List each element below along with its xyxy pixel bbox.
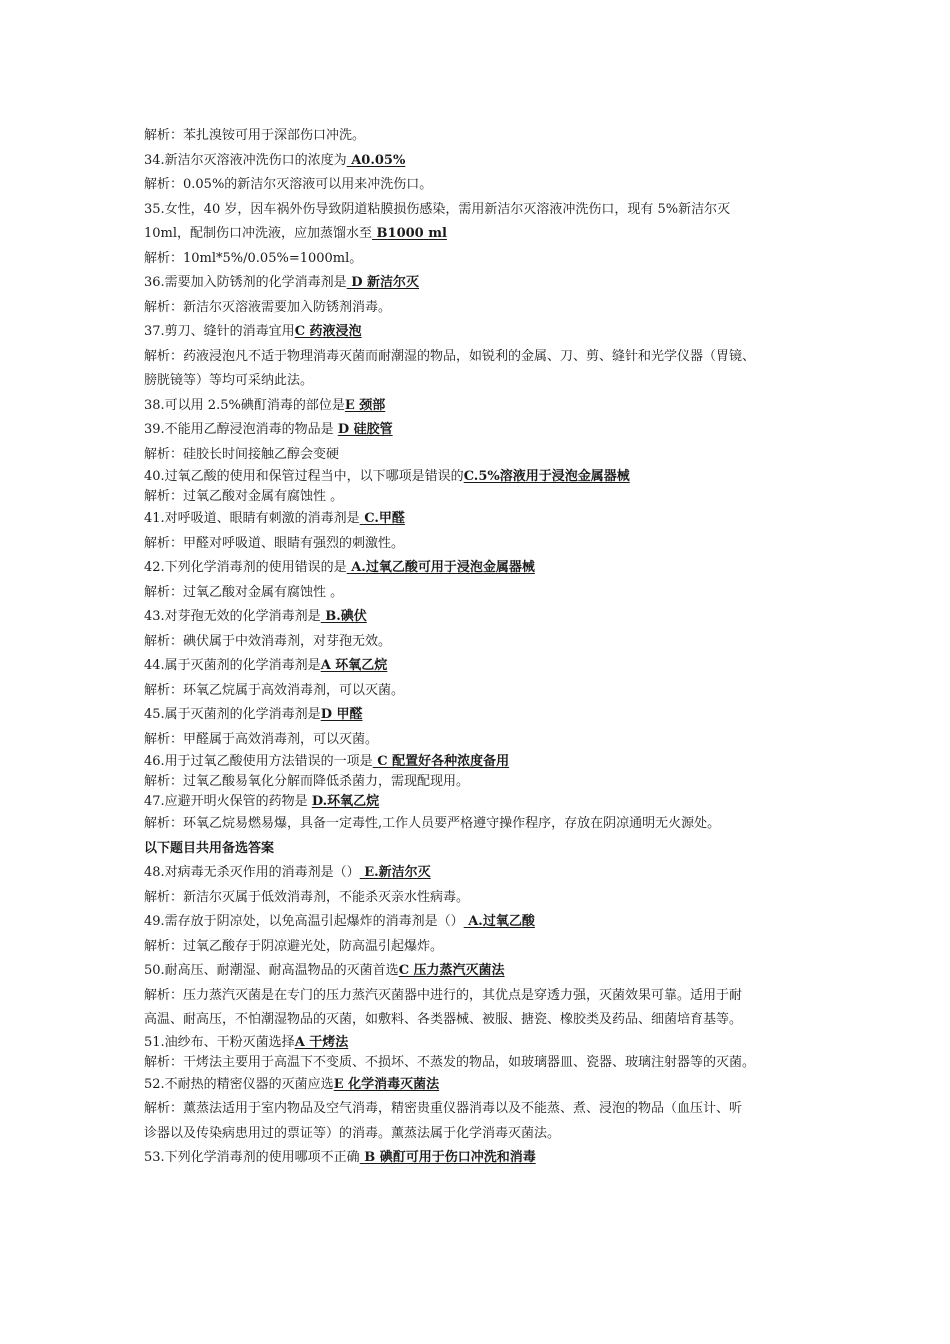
explanation-line [144, 443, 824, 468]
explanation-line [144, 532, 824, 557]
line-text: 51.油纱布、干粉灭菌选择 [144, 1034, 295, 1050]
line-text: 35.女性，40 岁，因车祸外伤导致阴道粘膜损伤感染，需用新洁尔灭溶液冲洗伤口，现有 5%新洁尔灭 [144, 201, 731, 217]
question-line [144, 959, 824, 984]
answer-text: C.5%溶液用于浸泡金属器械 [463, 469, 630, 484]
answer-text: E.新洁尔灭 [359, 865, 431, 880]
question-line [144, 703, 824, 728]
line-text: 解析：甲醛对呼吸道、眼睛有强烈的刺激性。 [144, 535, 405, 551]
answer-text: A0.05% [346, 152, 406, 168]
question-line [144, 556, 824, 581]
line-text: 解析：硅胶长时间接触乙醇会变硬 [144, 446, 340, 462]
question-line [144, 1033, 824, 1053]
line-text: 41.对呼吸道、眼睛有刺激的消毒剂是 [144, 511, 360, 526]
answer-text: A 干烤法 [294, 1034, 349, 1050]
answer-text: E 化学消毒灭菌法 [333, 1076, 440, 1092]
line-text: 46.用于过氧乙酸使用方法错误的一项是 [144, 754, 373, 769]
explanation-line [144, 247, 824, 272]
line-text: 解析：环氧乙烷易燃易爆，具备一定毒性,工作人员要严格遵守操作程序，存放在阴凉通明无火源处。 [144, 816, 721, 831]
answer-text: C 压力蒸汽灭菌法 [398, 963, 505, 978]
line-text: 解析：过氧乙酸对金属有腐蚀性 。 [144, 584, 344, 600]
answer-text: A 环氧乙烷 [320, 658, 388, 673]
line-text: 44.属于灭菌剂的化学消毒剂是 [144, 658, 321, 673]
explanation-line [144, 984, 824, 1009]
question-line [144, 507, 824, 532]
question-line [144, 149, 824, 174]
question-line [144, 1008, 824, 1033]
answer-text: B1000 ml [372, 226, 447, 241]
explanation-line [144, 679, 824, 704]
line-text: 解析：甲醛属于高效消毒剂，可以灭菌。 [144, 731, 379, 747]
question-line [144, 1146, 824, 1171]
question-line [144, 394, 824, 419]
question-line [144, 861, 824, 886]
line-text: 10ml，配制伤口冲洗液，应加蒸馏水至 [144, 226, 373, 241]
question-line [144, 320, 824, 345]
line-text: 39.不能用乙醇浸泡消毒的物品是 [144, 422, 338, 437]
answer-text: C 配置好各种浓度备用 [372, 754, 510, 769]
line-text: 解析：药液浸泡凡不适于物理消毒灭菌而耐潮湿的物品，如锐利的金属、刀、剪、缝针和光学仪器（胃镜、 [144, 348, 756, 364]
line-text: 36.需要加入防锈剂的化学消毒剂是 [144, 275, 347, 290]
line-text: 解析：新洁尔灭溶液需要加入防锈剂消毒。 [144, 299, 392, 315]
line-text: 53.下列化学消毒剂的使用哪项不正确 [144, 1150, 360, 1165]
line-text: 解析：10ml*5%/0.05%=1000ml。 [144, 250, 363, 266]
explanation-line [144, 1097, 824, 1122]
line-text: 47.应避开明火保管的药物是 [144, 794, 312, 809]
section-heading [144, 837, 824, 862]
line-text: 43.对芽孢无效的化学消毒剂是 [144, 609, 321, 624]
answer-text: D 硅胶管 [337, 422, 393, 437]
line-text: 高温、耐高压，不怕潮湿物品的灭菌，如敷料、各类器械、被服、搪瓷、橡胶类及药品、细菌培育基等。 [144, 1012, 743, 1027]
answer-text: D 新洁尔灭 [346, 275, 420, 290]
line-text: 膀胱镜等）等均可采纳此法。 [144, 373, 314, 388]
answer-text: C.甲醛 [359, 511, 405, 526]
line-text: 解析：干烤法主要用于高温下不变质、不损坏、不蒸发的物品，如玻璃器皿、瓷器、玻璃注射器等的灭菌。 [144, 1054, 756, 1070]
question-line [144, 605, 824, 630]
explanation-line [144, 935, 824, 960]
line-text: 解析：碘伏属于中效消毒剂，对芽孢无效。 [144, 633, 392, 649]
line-text: 48.对病毒无杀灭作用的消毒剂是（） [144, 865, 360, 880]
line-text: 38.可以用 2.5%碘酊消毒的部位是 [144, 397, 345, 413]
answer-text: E 颈部 [344, 397, 386, 413]
line-text: 解析：压力蒸汽灭菌是在专门的压力蒸汽灭菌器中进行的，其优点是穿透力强，灭菌效果可靠。适用于耐 [144, 987, 743, 1003]
explanation-line [144, 886, 824, 911]
line-text: 解析：新洁尔灭属于低效消毒剂，不能杀灭亲水性病毒。 [144, 889, 470, 905]
explanation-line [144, 487, 824, 507]
answer-text: A.过氧乙酸可用于浸泡金属器械 [346, 560, 535, 575]
explanation-line [144, 581, 824, 606]
explanation-line [144, 772, 824, 792]
explanation-line [144, 296, 824, 321]
question-line [144, 910, 824, 935]
line-text: 解析：过氧乙酸对金属有腐蚀性 。 [144, 489, 344, 504]
explanation-line [144, 630, 824, 655]
explanation-line [144, 728, 824, 753]
line-text: 40.过氧乙酸的使用和保管过程当中，以下哪项是错误的 [144, 469, 464, 484]
question-line [144, 792, 824, 812]
answer-text: B 碘酊可用于伤口冲洗和消毒 [359, 1150, 536, 1165]
question-line [144, 271, 824, 296]
explanation-line [144, 345, 824, 370]
line-text: 解析：环氧乙烷属于高效消毒剂，可以灭菌。 [144, 682, 405, 698]
line-text: 诊器以及传染病患用过的票证等）的消毒。薰蒸法属于化学消毒灭菌法。 [144, 1125, 561, 1141]
answer-text: A.过氧乙酸 [463, 914, 535, 929]
line-text: 42.下列化学消毒剂的使用错误的是 [144, 560, 347, 575]
explanation-line [144, 812, 824, 837]
question-line [144, 1073, 824, 1098]
question-line [144, 418, 824, 443]
explanation-line [144, 173, 824, 198]
question-line [144, 467, 824, 487]
question-line [144, 1122, 824, 1147]
line-text: 解析：苯扎溴铵可用于深部伤口冲洗。 [144, 128, 366, 143]
question-line [144, 752, 824, 772]
line-text: 52.不耐热的精密仪器的灭菌应选 [144, 1076, 334, 1092]
answer-text: B.碘伏 [320, 609, 367, 624]
line-text: 37.剪刀、缝针的消毒宜用 [144, 324, 295, 339]
line-text: 45.属于灭菌剂的化学消毒剂是 [144, 707, 321, 722]
line-text: 50.耐高压、耐潮湿、耐高温物品的灭菌首选 [144, 963, 399, 978]
line-text: 解析：过氧乙酸存于阴凉避光处，防高温引起爆炸。 [144, 938, 444, 954]
question-line [144, 222, 824, 247]
line-text: 49.需存放于阴凉处，以免高温引起爆炸的消毒剂是（） [144, 914, 464, 929]
question-line [144, 369, 824, 394]
line-text: 解析：薰蒸法适用于室内物品及空气消毒，精密贵重仪器消毒以及不能蒸、煮、浸泡的物品（血压计、听 [144, 1101, 743, 1116]
document-page [144, 124, 824, 1171]
answer-text: D.环氧乙烷 [311, 794, 380, 809]
line-text: 解析：0.05%的新洁尔灭溶液可以用来冲洗伤口。 [144, 177, 433, 192]
line-text: 34.新洁尔灭溶液冲洗伤口的浓度为 [144, 152, 347, 168]
question-line [144, 654, 824, 679]
explanation-line [144, 1053, 824, 1073]
line-text: 以下题目共用备选答案 [144, 840, 275, 856]
answer-text: C 药液浸泡 [294, 324, 362, 339]
line-text: 解析：过氧乙酸易氧化分解而降低杀菌力，需现配现用。 [144, 774, 470, 789]
explanation-line [144, 124, 824, 149]
answer-text: D 甲醛 [320, 707, 363, 722]
question-line [144, 198, 824, 223]
